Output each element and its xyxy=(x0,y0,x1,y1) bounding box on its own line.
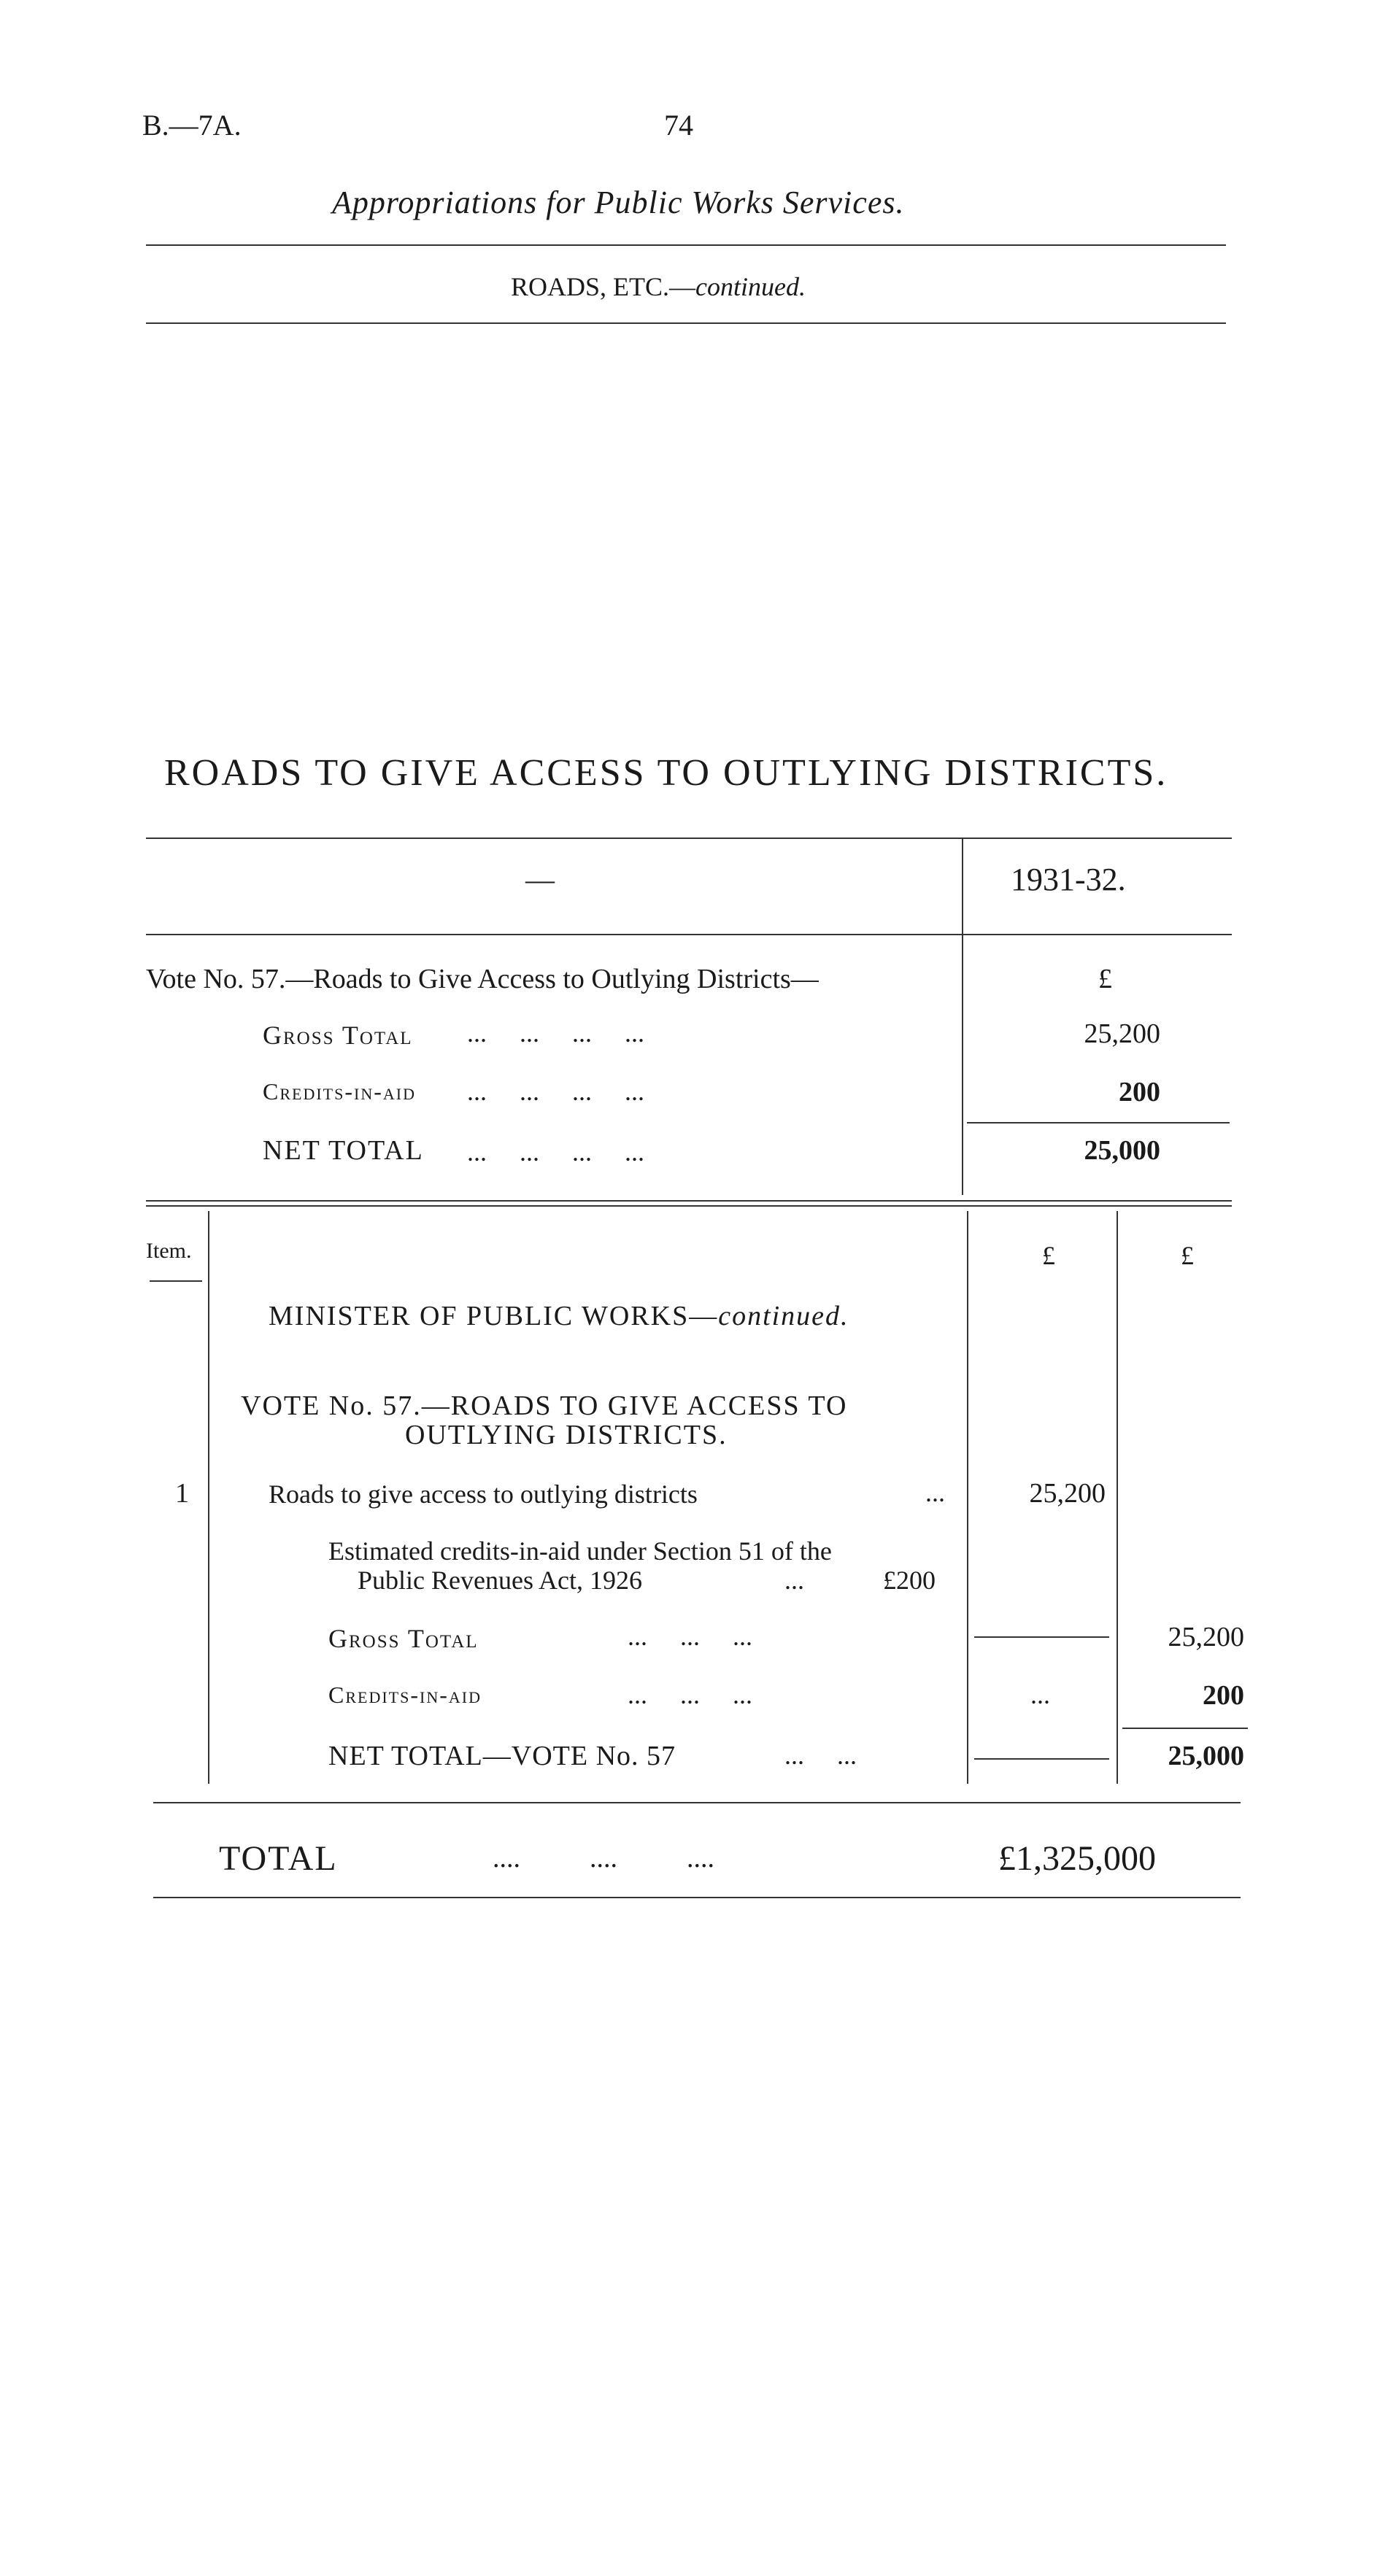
item-label: Roads to give access to outlying districts xyxy=(269,1480,698,1509)
leader-dots: ... ... ... ... xyxy=(467,1077,644,1106)
leader-dots: ... ... ... ... xyxy=(467,1137,644,1167)
subtotal-rule xyxy=(1122,1728,1248,1729)
gross-total-value: 25,200 xyxy=(1084,1018,1160,1049)
credits-note-line-1: Estimated credits-in-aid under Section 51 of the xyxy=(328,1536,832,1566)
column-rule xyxy=(1117,1211,1118,1784)
table-rule xyxy=(153,1897,1241,1898)
leader-dots: ... xyxy=(1030,1680,1050,1709)
grand-total-value: £1,325,000 xyxy=(998,1839,1156,1878)
vote-title-line-1: VOTE No. 57.—ROADS TO GIVE ACCESS TO xyxy=(241,1391,848,1421)
divider xyxy=(146,244,1226,246)
subtotal-rule xyxy=(967,1122,1230,1123)
credits-in-aid-label: Credits-in-aid xyxy=(328,1682,482,1708)
divider xyxy=(146,322,1226,324)
credits-in-aid-value: 200 xyxy=(1203,1680,1244,1711)
blank-rule xyxy=(974,1636,1109,1638)
header-year: 1931-32. xyxy=(1011,862,1126,897)
minister-heading xyxy=(269,1300,849,1332)
table-rule xyxy=(146,934,1232,935)
credits-note-amount: £200 xyxy=(883,1566,936,1595)
table-rule xyxy=(146,1200,1232,1202)
grand-total-label: TOTAL xyxy=(219,1839,338,1878)
net-total-label: NET TOTAL xyxy=(263,1135,424,1166)
item-value: 25,200 xyxy=(1029,1478,1106,1509)
net-total-label: NET TOTAL—VOTE No. 57 xyxy=(328,1741,676,1771)
leader-dots: ... xyxy=(925,1478,945,1507)
table-rule xyxy=(146,838,1232,839)
column-rule xyxy=(208,1211,209,1784)
leader-dots: ... ... ... xyxy=(628,1680,752,1709)
document-reference: B.—7A. xyxy=(142,109,242,142)
leader-dots: ... ... ... ... xyxy=(467,1018,644,1048)
item-header-rule xyxy=(150,1280,202,1282)
main-heading: ROADS TO GIVE ACCESS TO OUTLYING DISTRICTS. xyxy=(164,752,1168,794)
currency-symbol: £ xyxy=(1042,1241,1055,1270)
currency-symbol: £ xyxy=(1098,964,1112,994)
minister-continued: continued. xyxy=(718,1301,849,1331)
credits-in-aid-value: 200 xyxy=(1119,1077,1160,1107)
vote-title-line-2: OUTLYING DISTRICTS. xyxy=(405,1420,728,1450)
gross-total-label: Gross Total xyxy=(328,1624,479,1653)
leader-dots: ... ... xyxy=(784,1741,857,1770)
leader-dots: ... xyxy=(784,1566,804,1595)
leader-dots: ... ... ... xyxy=(628,1622,752,1651)
gross-total-label: Gross Total xyxy=(263,1021,413,1050)
credits-note-line-2: Public Revenues Act, 1926 xyxy=(358,1566,642,1595)
section-label xyxy=(511,271,806,302)
net-total-value: 25,000 xyxy=(1084,1135,1160,1166)
minister-heading-text: MINISTER OF PUBLIC WORKS— xyxy=(269,1301,719,1331)
currency-symbol: £ xyxy=(1181,1241,1194,1270)
blank-rule xyxy=(974,1758,1109,1760)
leader-dots: .... .... .... xyxy=(493,1843,714,1873)
section-continued: continued. xyxy=(695,272,806,301)
header-blank-column: — xyxy=(525,863,555,896)
vote-line: Vote No. 57.—Roads to Give Access to Outlying Districts— xyxy=(146,964,819,994)
column-rule xyxy=(962,838,963,1195)
table-rule xyxy=(153,1802,1241,1803)
gross-total-value: 25,200 xyxy=(1168,1622,1244,1652)
section-label-text: ROADS, ETC.— xyxy=(511,272,696,301)
net-total-value: 25,000 xyxy=(1168,1741,1244,1771)
credits-in-aid-label: Credits-in-aid xyxy=(263,1078,416,1105)
page-number: 74 xyxy=(664,109,693,142)
item-column-header: Item. xyxy=(146,1239,192,1263)
item-number: 1 xyxy=(175,1478,189,1509)
page-title: Appropriations for Public Works Services. xyxy=(332,185,905,220)
column-rule xyxy=(967,1211,968,1784)
table-rule xyxy=(146,1205,1232,1207)
